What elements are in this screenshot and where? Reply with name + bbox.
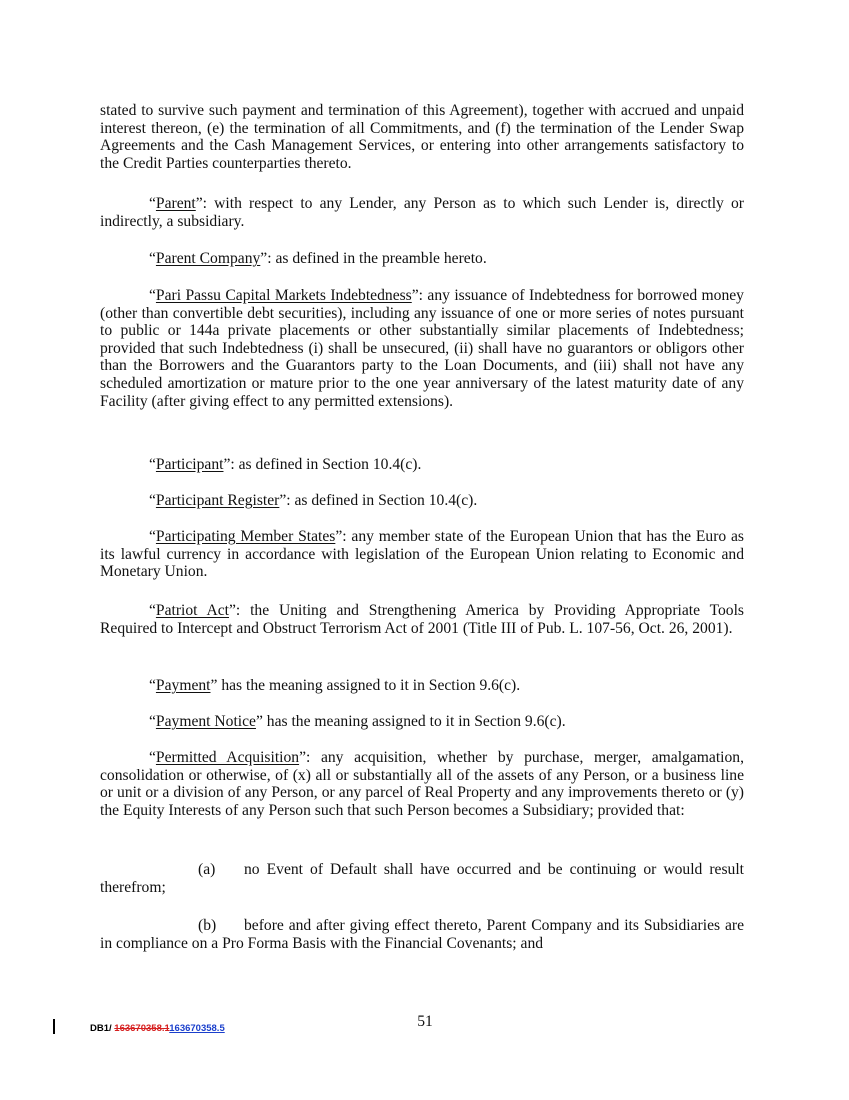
defined-term: Patriot Act [155,602,229,619]
defined-term: Payment [155,677,211,694]
open-quote: “ [149,195,156,212]
document-id [90,1020,225,1038]
definition-participant-register [100,492,744,510]
definition-parent [100,195,744,230]
definition-body: ”: as defined in Section 10.4(c). [223,456,422,473]
definition-participating-member-states [100,528,744,581]
open-quote: “ [149,602,156,619]
definition-body: ”: any issuance of Indebtedness for borrowed money (other than convertible debt securities), including any issuance of one or more series of notes pursuant to public or 144a private placements or other substantially similar placements of Indebtedness; provided that such Indebtedness (i) shall be unsecured, (ii) shall have no guarantors or obligors other than the Borrowers and the Guarantors party to the Loan Documents, and (iii) shall not have any scheduled amortization or mature prior to the one year anniversary of the latest maturity date of any Facility (after giving effect to any permitted extensions). [100,287,744,410]
definition-payment [100,677,744,695]
defined-term: Parent [155,195,196,212]
defined-term: Participating Member States [155,528,336,545]
definition-body: ” has the meaning assigned to it in Section 9.6(c). [210,677,521,694]
open-quote: “ [149,456,156,473]
inserted-document-id: 163670358.5 [169,1023,225,1034]
definition-body: ”: as defined in the preamble hereto. [260,250,487,267]
clause-body: before and after giving effect thereto, Parent Company and its Subsidiaries are in compliance on a Pro Forma Basis with the Financial Covenants; and [100,917,744,952]
definition-body: ”: any member state of the European Union that has the Euro as its lawful currency in accordance with legislation of the European Union relating to Economic and Monetary Union. [100,528,744,581]
definition-patriot-act [100,602,744,637]
definition-body: ” has the meaning assigned to it in Section 9.6(c). [255,713,566,730]
open-quote: “ [149,492,156,509]
definition-body: ”: the Uniting and Strengthening America by Providing Appropriate Tools Required to Intercept and Obstruct Terrorism Act of 2001 (Title III of Pub. L. 107-56, Oct. 26, 2001). [100,602,744,637]
change-bar [53,1019,55,1034]
clause-label: (b) [198,917,217,934]
clause-label: (a) [198,861,216,878]
defined-term: Permitted Acquisition [155,749,300,766]
clause-body: no Event of Default shall have occurred and be continuing or would result therefrom; [100,861,744,896]
definition-body: ”: as defined in Section 10.4(c). [279,492,478,509]
definition-participant [100,456,744,474]
clause-a [100,861,744,896]
defined-term: Participant [155,456,224,473]
document-id-prefix: DB1/ [90,1023,115,1034]
paragraph-continuation: stated to survive such payment and termination of this Agreement), together with accrued and unpaid interest thereon, (e) the termination of all Commitments, and (f) the termination of the Lender Swap Agreements and the Cash Management Services, or entering into other arrangements satisfactory to the Credit Parties counterparties thereto. [100,102,744,172]
open-quote: “ [149,677,156,694]
defined-term: Parent Company [155,250,261,267]
open-quote: “ [149,528,156,545]
definition-permitted-acquisition [100,749,744,819]
open-quote: “ [149,250,156,267]
deleted-document-id: 163670358.1 [114,1023,170,1034]
definition-parent-company [100,250,744,268]
clause-b [100,917,744,952]
definition-body: ”: with respect to any Lender, any Person as to which such Lender is, directly or indirectly, a subsidiary. [100,195,744,230]
open-quote: “ [149,713,156,730]
defined-term: Participant Register [155,492,280,509]
definition-pari-passu [100,287,744,410]
definition-payment-notice [100,713,744,731]
definition-body: ”: any acquisition, whether by purchase, merger, amalgamation, consolidation or otherwise, of (x) all or substantially all of the assets of any Person, or a business line or unit or a division of any Person, or any parcel of Real Property and any improvements thereto or (y) the Equity Interests of any Person such that such Person becomes a Subsidiary; provided that: [100,749,744,819]
open-quote: “ [149,749,156,766]
page-number: 51 [417,1013,433,1030]
defined-term: Payment Notice [155,713,256,730]
open-quote: “ [149,287,156,304]
defined-term: Pari Passu Capital Markets Indebtedness [155,287,412,304]
